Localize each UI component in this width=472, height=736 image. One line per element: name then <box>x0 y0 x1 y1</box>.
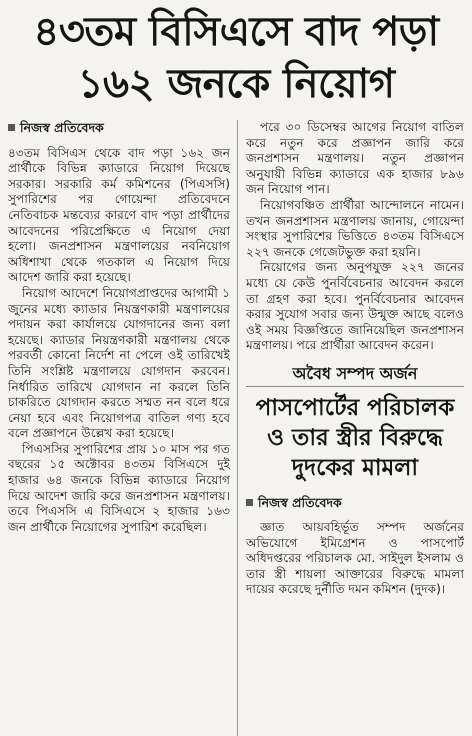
article-paragraph: পিএসসির সুপারিশের প্রায় ১০ মাস পর গত বছরের ১৫ অক্টোবর ৪৩তম বিসিএসে দুই হাজার ৬৪ জনকে বিভিন্ন ক্যাডারে নিয়োগ দিয়ে আদেশ জারি করে জনপ্রশাসন মন্ত্রণালয়। তবে পিএসসি এ বিসিএসে ২ হাজার ১৬৩ জন প্রার্থীকে নিয়োগের সুপারিশ করেছিল। <box>8 441 230 534</box>
second-article-kicker: অবৈধ সম্পদ অর্জন <box>246 366 464 387</box>
main-headline <box>0 0 472 118</box>
headline-line-1: ৪৩তম বিসিএসে বাদ পড়া <box>33 9 439 55</box>
article-paragraph: নিয়োগ আদেশে নিয়োগপ্রাপ্তদের আগামী ১ জুনের মধ্যে ক্যাডার নিয়ন্ত্রণকারী মন্ত্রণালয়ের পদায়ন করা কার্যালয়ে যোগদানের জন্য বলা হয়েছে। ক্যাডার নিয়ন্ত্রণকারী মন্ত্রণালয় থেকে পরবর্তী কোনো নির্দেশ না পেলে ওই তারিখেই তিনি সংশ্লিষ্ট মন্ত্রণালয়ে যোগদান করবেন। নির্ধারিত তারিখে যোগদান না করলে তিনি চাকরিতে যোগদান করতে সম্মত নন বলে ধরে নেয়া হবে এবং নিয়োগপত্র বাতিল গণ্য হবে বলে প্রজ্ঞাপনে উল্লেখ করা হয়েছে। <box>8 285 230 441</box>
square-bullet-icon <box>8 124 15 131</box>
column-divider <box>237 120 238 736</box>
headline-line-2: ১৬২ জনকে নিয়োগ <box>77 61 395 107</box>
right-column <box>246 120 464 598</box>
byline-text: নিজস্ব প্রতিবেদক <box>20 120 104 135</box>
article-paragraph: নিয়োগবঞ্চিত প্রার্থীরা আন্দোলনে নামেন। তখন জনপ্রশাসন মন্ত্রণালয় জানায়, গোয়েন্দা সংস্থার সুপারিশের ভিত্তিতে ৪৩তম বিসিএসে ২২৭ জনকে গেজেটভুক্ত করা হয়নি। <box>246 197 464 259</box>
second-article-byline <box>246 495 464 511</box>
byline <box>8 120 230 136</box>
article-paragraph: নিয়োগের জন্য অনুপযুক্ত ২২৭ জনের মধ্যে যে কেউ পুনর্বিবেচনার আবেদন করলে তা গ্রহণ করা হবে। পুনর্বিবেচনার আবেদন করার সুযোগ সবার জন্য উন্মুক্ত আছে বলেও ওই সময় বিজ্ঞপ্তিতে জানিয়েছিল জনপ্রশাসন মন্ত্রণালয়। পরে প্রার্থীরা আবেদন করেন। <box>246 260 464 353</box>
article-paragraph: পরে ৩০ ডিসেম্বর আগের নিয়োগ বাতিল করে নতুন করে প্রজ্ঞাপন জারি করে জনপ্রশাসন মন্ত্রণালয়। নতুন প্রজ্ঞাপন অনুযায়ী বিভিন্ন ক্যাডারে এক হাজার ৮৯৬ জন নিয়োগ পান। <box>246 120 464 197</box>
second-article-headline: পাসপোর্টের পরিচালক ও তার স্ত্রীর বিরুদ্ধে দুদকের মামলা <box>255 394 455 481</box>
byline-text: নিজস্ব প্রতিবেদক <box>258 494 342 510</box>
left-column <box>8 120 230 535</box>
article-paragraph: ৪৩তম বিসিএস থেকে বাদ পড়া ১৬২ জন প্রার্থীকে বিভিন্ন ক্যাডারে নিয়োগ দিয়েছে সরকার। সরকারি কর্ম কমিশনের (পিএসসি) সুপারিশের পর গোয়েন্দা প্রতিবেদনে নেতিবাচক মন্তব্যের কারণে বাদ পড়া প্রার্থীদের আবেদনের পরিপ্রেক্ষিতে এ নিয়োগ দেয়া হলো। জনপ্রশাসন মন্ত্রণালয়ের নবনিয়োগ অধিশাখা থেকে গতকাল এ নিয়োগ দিয়ে আদেশ জারি করা হয়েছে। <box>8 145 230 285</box>
square-bullet-icon <box>246 499 253 506</box>
second-article-paragraph: জ্ঞাত আয়বহির্ভূত সম্পদ অর্জনের অভিযোগে ইমিগ্রেশন ও পাসপোর্ট অধিদপ্তরের পরিচালক মো. সাইদুল ইসলাম ও তার স্ত্রী শায়লা আক্তারের বিরুদ্ধে মামলা দায়ের করেছে দুর্নীতি দমন কমিশন (দুদক)। <box>246 520 464 597</box>
